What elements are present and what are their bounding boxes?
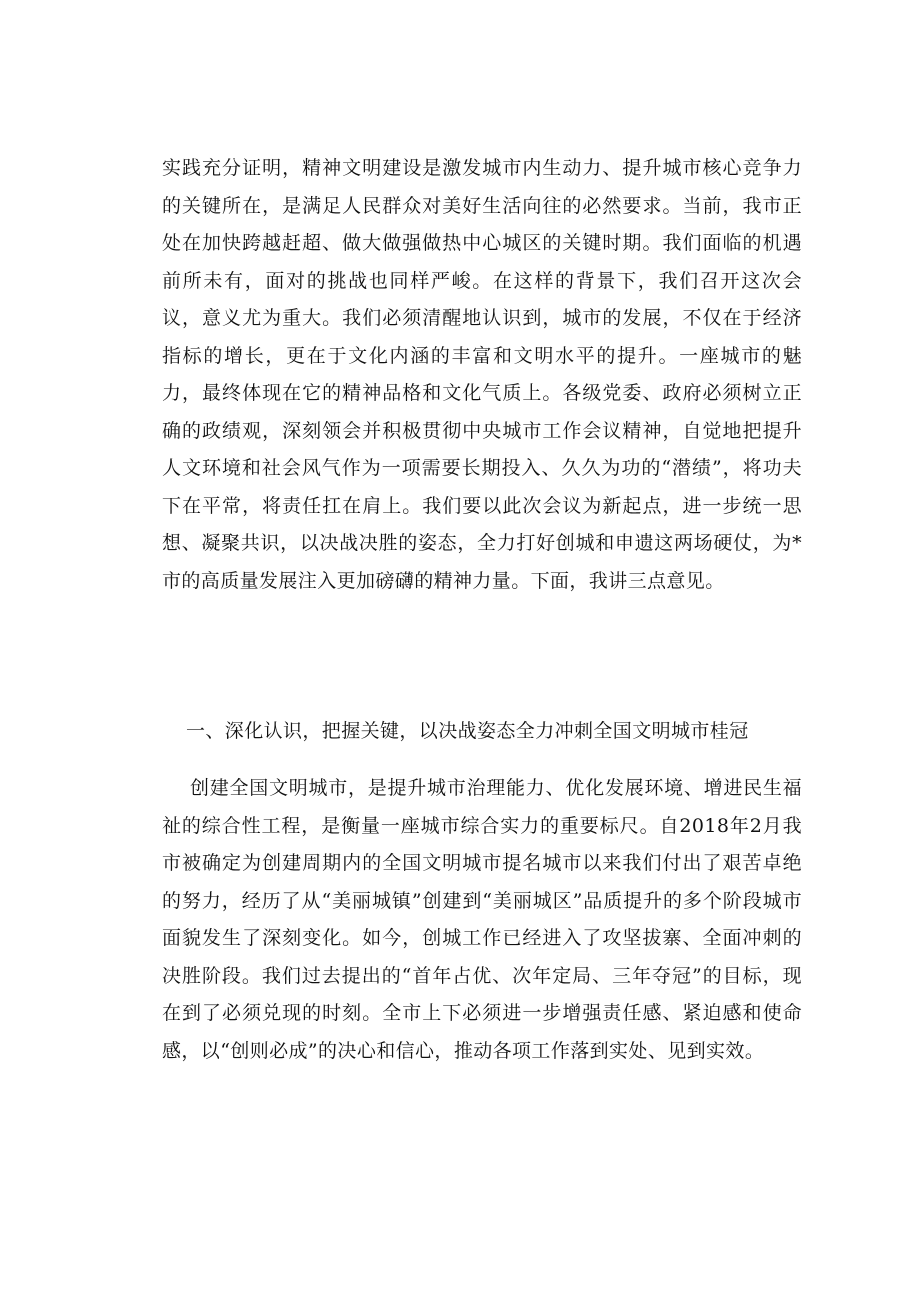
body-paragraph: 实践充分证明，精神文明建设是激发城市内生动力、提升城市核心竞争力的关键所在，是满足人民群众对美好生活向往的必然要求。当前，我市正处在加快跨越赶超、做大做强做热中心城区的关键时期。我们面临的机遇前所未有，面对的挑战也同样严峻。在这样的背景下，我们召开这次会议，意义尤为重大。我们必须清醒地认识到，城市的发展，不仅在于经济指标的增长，更在于文化内涵的丰富和文明水平的提升。一座城市的魅力，最终体现在它的精神品格和文化气质上。各级党委、政府必须树立正确的政绩观，深刻领会并积极贯彻中央城市工作会议精神，自觉地把提升人文环境和社会风气作为一项需要长期投入、久久为功的“潜绩”，将功夫下在平常，将责任扛在肩上。我们要以此次会议为新起点，进一步统一思想、凝聚共识，以决战决胜的姿态，全力打好创城和申遗这两场硬仗，为*市的高质量发展注入更加磅礴的精神力量。下面，我讲三点意见。 bbox=[162, 157, 802, 592]
body-paragraph: 创建全国文明城市，是提升城市治理能力、优化发展环境、增进民生福祉的综合性工程，是衡量一座城市综合实力的重要标尺。自2018年2月我市被确定为创建周期内的全国文明城市提名城市以来我们付出了艰苦卓绝的努力，经历了从“美丽城镇”创建到“美丽城区”品质提升的多个阶段城市面貌发生了深刻变化。如今，创城工作已经进入了攻坚拔寨、全面冲刺的决胜阶段。我们过去提出的“首年占优、次年定局、三年夺冠”的目标，现在到了必须兑现的时刻。全市上下必须进一步增强责任感、紧迫感和使命感，以“创则必成”的决心和信心，推动各项工作落到实处、见到实效。 bbox=[162, 777, 802, 1062]
section-heading: 一、深化认识，把握关键，以决战姿态全力冲刺全国文明城市桂冠 bbox=[186, 720, 749, 742]
